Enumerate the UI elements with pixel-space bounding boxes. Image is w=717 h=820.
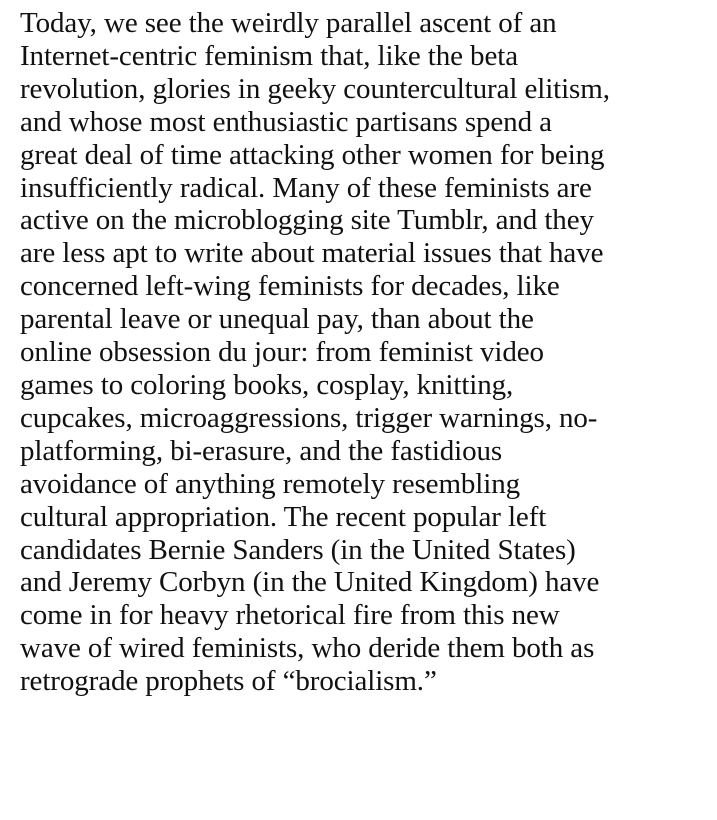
- text-line-19: come in for heavy rhetorical fire from this new: [20, 599, 560, 632]
- text-line-3: revolution, glories in geeky countercultural elitism,: [20, 72, 610, 105]
- text-line-13: cupcakes, microaggressions, trigger warnings, no-: [20, 401, 598, 434]
- text-line-8: are less apt to write about material issues that have: [20, 237, 604, 270]
- text-line-2: Internet-centric feminism that, like the beta: [20, 39, 518, 72]
- text-line-6: insufficiently radical. Many of these feminists are: [20, 171, 592, 204]
- text-line-9: concerned left-wing feminists for decades, like: [20, 270, 560, 303]
- text-line-5: great deal of time attacking other women for being: [20, 138, 605, 171]
- text-line-21: retrograde prophets of “brocialism.”: [20, 665, 437, 698]
- text-line-1: Today, we see the weirdly parallel ascent of an: [20, 7, 557, 39]
- text-passage: [20, 7, 710, 698]
- text-line-16: cultural appropriation. The recent popular left: [20, 500, 547, 533]
- text-line-18: and Jeremy Corbyn (in the United Kingdom) have: [20, 566, 600, 599]
- text-line-10: parental leave or unequal pay, than about the: [20, 303, 534, 336]
- text-line-11: online obsession du jour: from feminist video: [20, 336, 544, 369]
- text-line-17: candidates Bernie Sanders (in the United States): [20, 533, 576, 566]
- text-line-12: games to coloring books, cosplay, knitting,: [20, 368, 514, 401]
- text-line-4: and whose most enthusiastic partisans spend a: [20, 105, 552, 138]
- text-line-7: active on the microblogging site Tumblr, and they: [20, 204, 594, 237]
- text-line-14: platforming, bi-erasure, and the fastidious: [20, 434, 503, 467]
- text-line-15: avoidance of anything remotely resembling: [20, 467, 521, 500]
- text-line-20: wave of wired feminists, who deride them both as: [20, 632, 595, 665]
